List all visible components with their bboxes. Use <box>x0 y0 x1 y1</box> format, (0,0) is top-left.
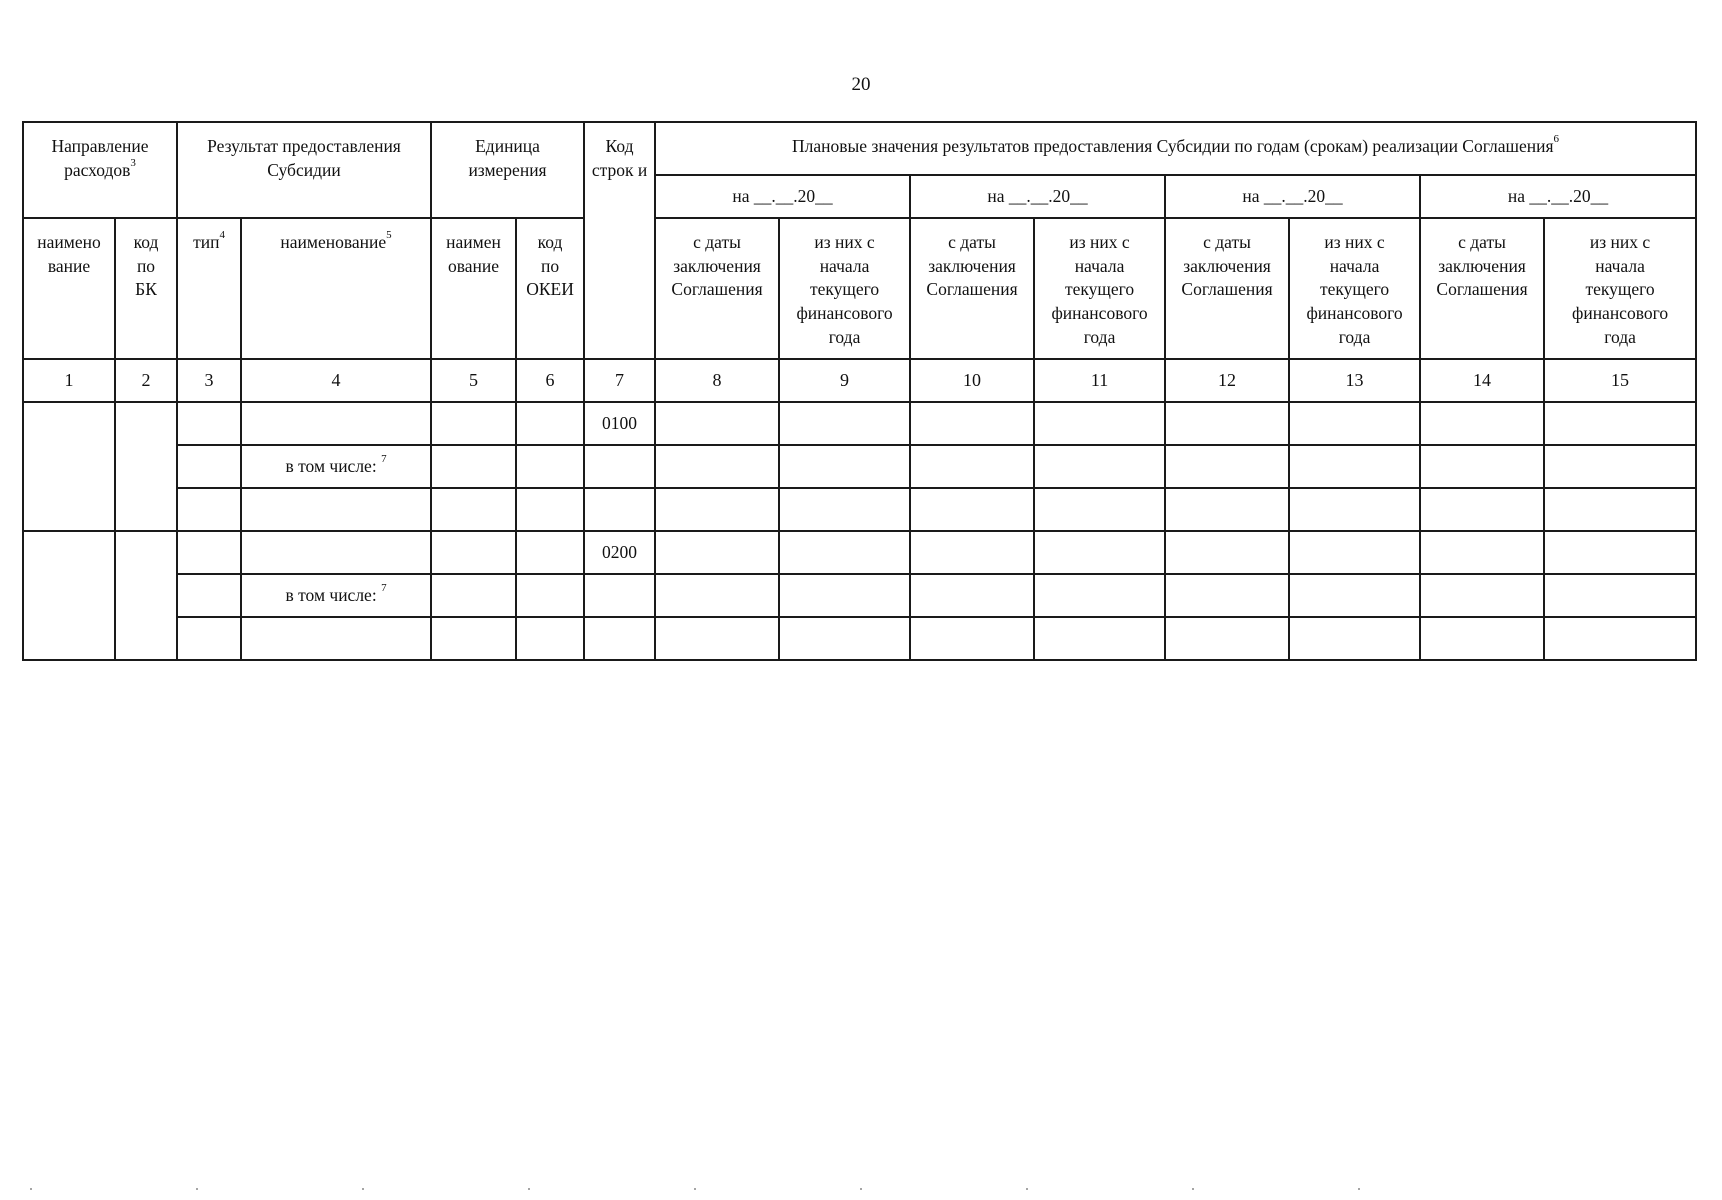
header-result-name: наименование$^5$ <box>241 218 431 359</box>
cell <box>655 617 779 660</box>
cell-bk-code <box>115 531 177 660</box>
cell <box>516 402 584 445</box>
header-from-year-3: из них с начала текущего финансового года <box>1289 218 1420 359</box>
header-result-type: тип$^4$ <box>177 218 241 359</box>
cell <box>177 488 241 531</box>
header-line-code: Код строк и <box>584 122 655 359</box>
column-number: 8 <box>655 359 779 402</box>
cell <box>1420 617 1544 660</box>
cell <box>177 617 241 660</box>
cell <box>1289 531 1420 574</box>
header-direction-name: наимено вание <box>23 218 115 359</box>
column-number: 4 <box>241 359 431 402</box>
subsidy-results-table <box>22 121 1697 661</box>
cell <box>177 445 241 488</box>
header-planned-values: Плановые значения результатов предоставления Субсидии по годам (срокам) реализации Соглашения$^6$ <box>655 122 1696 175</box>
cell <box>779 574 910 617</box>
column-numbers-row <box>23 359 1696 402</box>
cell <box>1544 402 1696 445</box>
cell <box>910 402 1034 445</box>
header-unit-name: наимен ование <box>431 218 516 359</box>
cell <box>431 617 516 660</box>
header-result: Результат предоставления Субсидии <box>177 122 431 218</box>
header-period-4: на __.__.20__ <box>1420 175 1696 218</box>
cell <box>1544 488 1696 531</box>
cell <box>1420 402 1544 445</box>
cell <box>516 574 584 617</box>
cell <box>779 402 910 445</box>
cell <box>910 574 1034 617</box>
header-from-date-1: с даты заключения Соглашения <box>655 218 779 359</box>
cell <box>779 445 910 488</box>
cell <box>910 488 1034 531</box>
table-row <box>23 445 1696 488</box>
cell <box>431 402 516 445</box>
cell <box>1034 402 1165 445</box>
cell <box>1420 445 1544 488</box>
cell <box>241 617 431 660</box>
cell <box>1034 445 1165 488</box>
cell <box>431 445 516 488</box>
column-number: 7 <box>584 359 655 402</box>
cell <box>655 445 779 488</box>
header-from-year-4: из них с начала текущего финансового года <box>1544 218 1696 359</box>
cell <box>1544 574 1696 617</box>
cell-direction-name <box>23 531 115 660</box>
cell <box>1034 617 1165 660</box>
cell <box>431 531 516 574</box>
column-number: 13 <box>1289 359 1420 402</box>
column-number: 2 <box>115 359 177 402</box>
cell <box>177 531 241 574</box>
column-number: 14 <box>1420 359 1544 402</box>
cell-line-code: 0200 <box>584 531 655 574</box>
cell <box>1034 574 1165 617</box>
cell <box>1165 617 1289 660</box>
column-number: 5 <box>431 359 516 402</box>
header-period-1: на __.__.20__ <box>655 175 910 218</box>
cell <box>516 617 584 660</box>
scan-artifact-dots <box>0 1188 1722 1192</box>
cell-line-code: 0100 <box>584 402 655 445</box>
header-from-date-3: с даты заключения Соглашения <box>1165 218 1289 359</box>
cell <box>241 531 431 574</box>
cell <box>1165 488 1289 531</box>
cell <box>1034 488 1165 531</box>
table-row <box>23 617 1696 660</box>
cell <box>779 488 910 531</box>
table-row <box>23 531 1696 574</box>
table-row <box>23 574 1696 617</box>
cell <box>584 488 655 531</box>
column-number: 10 <box>910 359 1034 402</box>
cell <box>516 445 584 488</box>
header-direction: Направление расходов$^3$ <box>23 122 177 218</box>
column-number: 1 <box>23 359 115 402</box>
cell <box>1420 531 1544 574</box>
cell <box>584 445 655 488</box>
cell <box>1420 488 1544 531</box>
header-from-date-4: с даты заключения Соглашения <box>1420 218 1544 359</box>
column-number: 12 <box>1165 359 1289 402</box>
cell <box>516 531 584 574</box>
cell-including: в том числе: $^7$ <box>241 445 431 488</box>
cell <box>1544 617 1696 660</box>
cell <box>655 402 779 445</box>
cell <box>1544 531 1696 574</box>
header-okei-code: код по ОКЕИ <box>516 218 584 359</box>
cell <box>241 402 431 445</box>
header-unit: Единица измерения <box>431 122 584 218</box>
header-bk-code: код по БК <box>115 218 177 359</box>
cell <box>655 488 779 531</box>
header-period-3: на __.__.20__ <box>1165 175 1420 218</box>
cell <box>910 445 1034 488</box>
cell <box>1289 488 1420 531</box>
cell <box>779 531 910 574</box>
page-number: 20 <box>851 74 871 95</box>
cell <box>516 488 584 531</box>
cell <box>177 402 241 445</box>
cell <box>1289 574 1420 617</box>
cell <box>655 531 779 574</box>
cell <box>779 617 910 660</box>
cell <box>431 488 516 531</box>
cell <box>1165 445 1289 488</box>
header-from-year-2: из них с начала текущего финансового года <box>1034 218 1165 359</box>
cell <box>241 488 431 531</box>
cell <box>177 574 241 617</box>
cell <box>584 574 655 617</box>
cell <box>1165 531 1289 574</box>
column-number: 15 <box>1544 359 1696 402</box>
cell <box>431 574 516 617</box>
cell <box>655 574 779 617</box>
column-number: 9 <box>779 359 910 402</box>
cell <box>1289 402 1420 445</box>
column-number: 11 <box>1034 359 1165 402</box>
cell <box>1165 402 1289 445</box>
header-period-2: на __.__.20__ <box>910 175 1165 218</box>
cell-direction-name <box>23 402 115 531</box>
cell <box>584 617 655 660</box>
header-from-year-1: из них с начала текущего финансового года <box>779 218 910 359</box>
cell <box>1034 531 1165 574</box>
cell <box>910 617 1034 660</box>
header-from-date-2: с даты заключения Соглашения <box>910 218 1034 359</box>
cell <box>1420 574 1544 617</box>
cell <box>1165 574 1289 617</box>
cell <box>1289 617 1420 660</box>
cell <box>1544 445 1696 488</box>
table-row <box>23 488 1696 531</box>
cell-including: в том числе: $^7$ <box>241 574 431 617</box>
cell <box>910 531 1034 574</box>
column-number: 6 <box>516 359 584 402</box>
cell <box>1289 445 1420 488</box>
table-row <box>23 402 1696 445</box>
cell-bk-code <box>115 402 177 531</box>
column-number: 3 <box>177 359 241 402</box>
